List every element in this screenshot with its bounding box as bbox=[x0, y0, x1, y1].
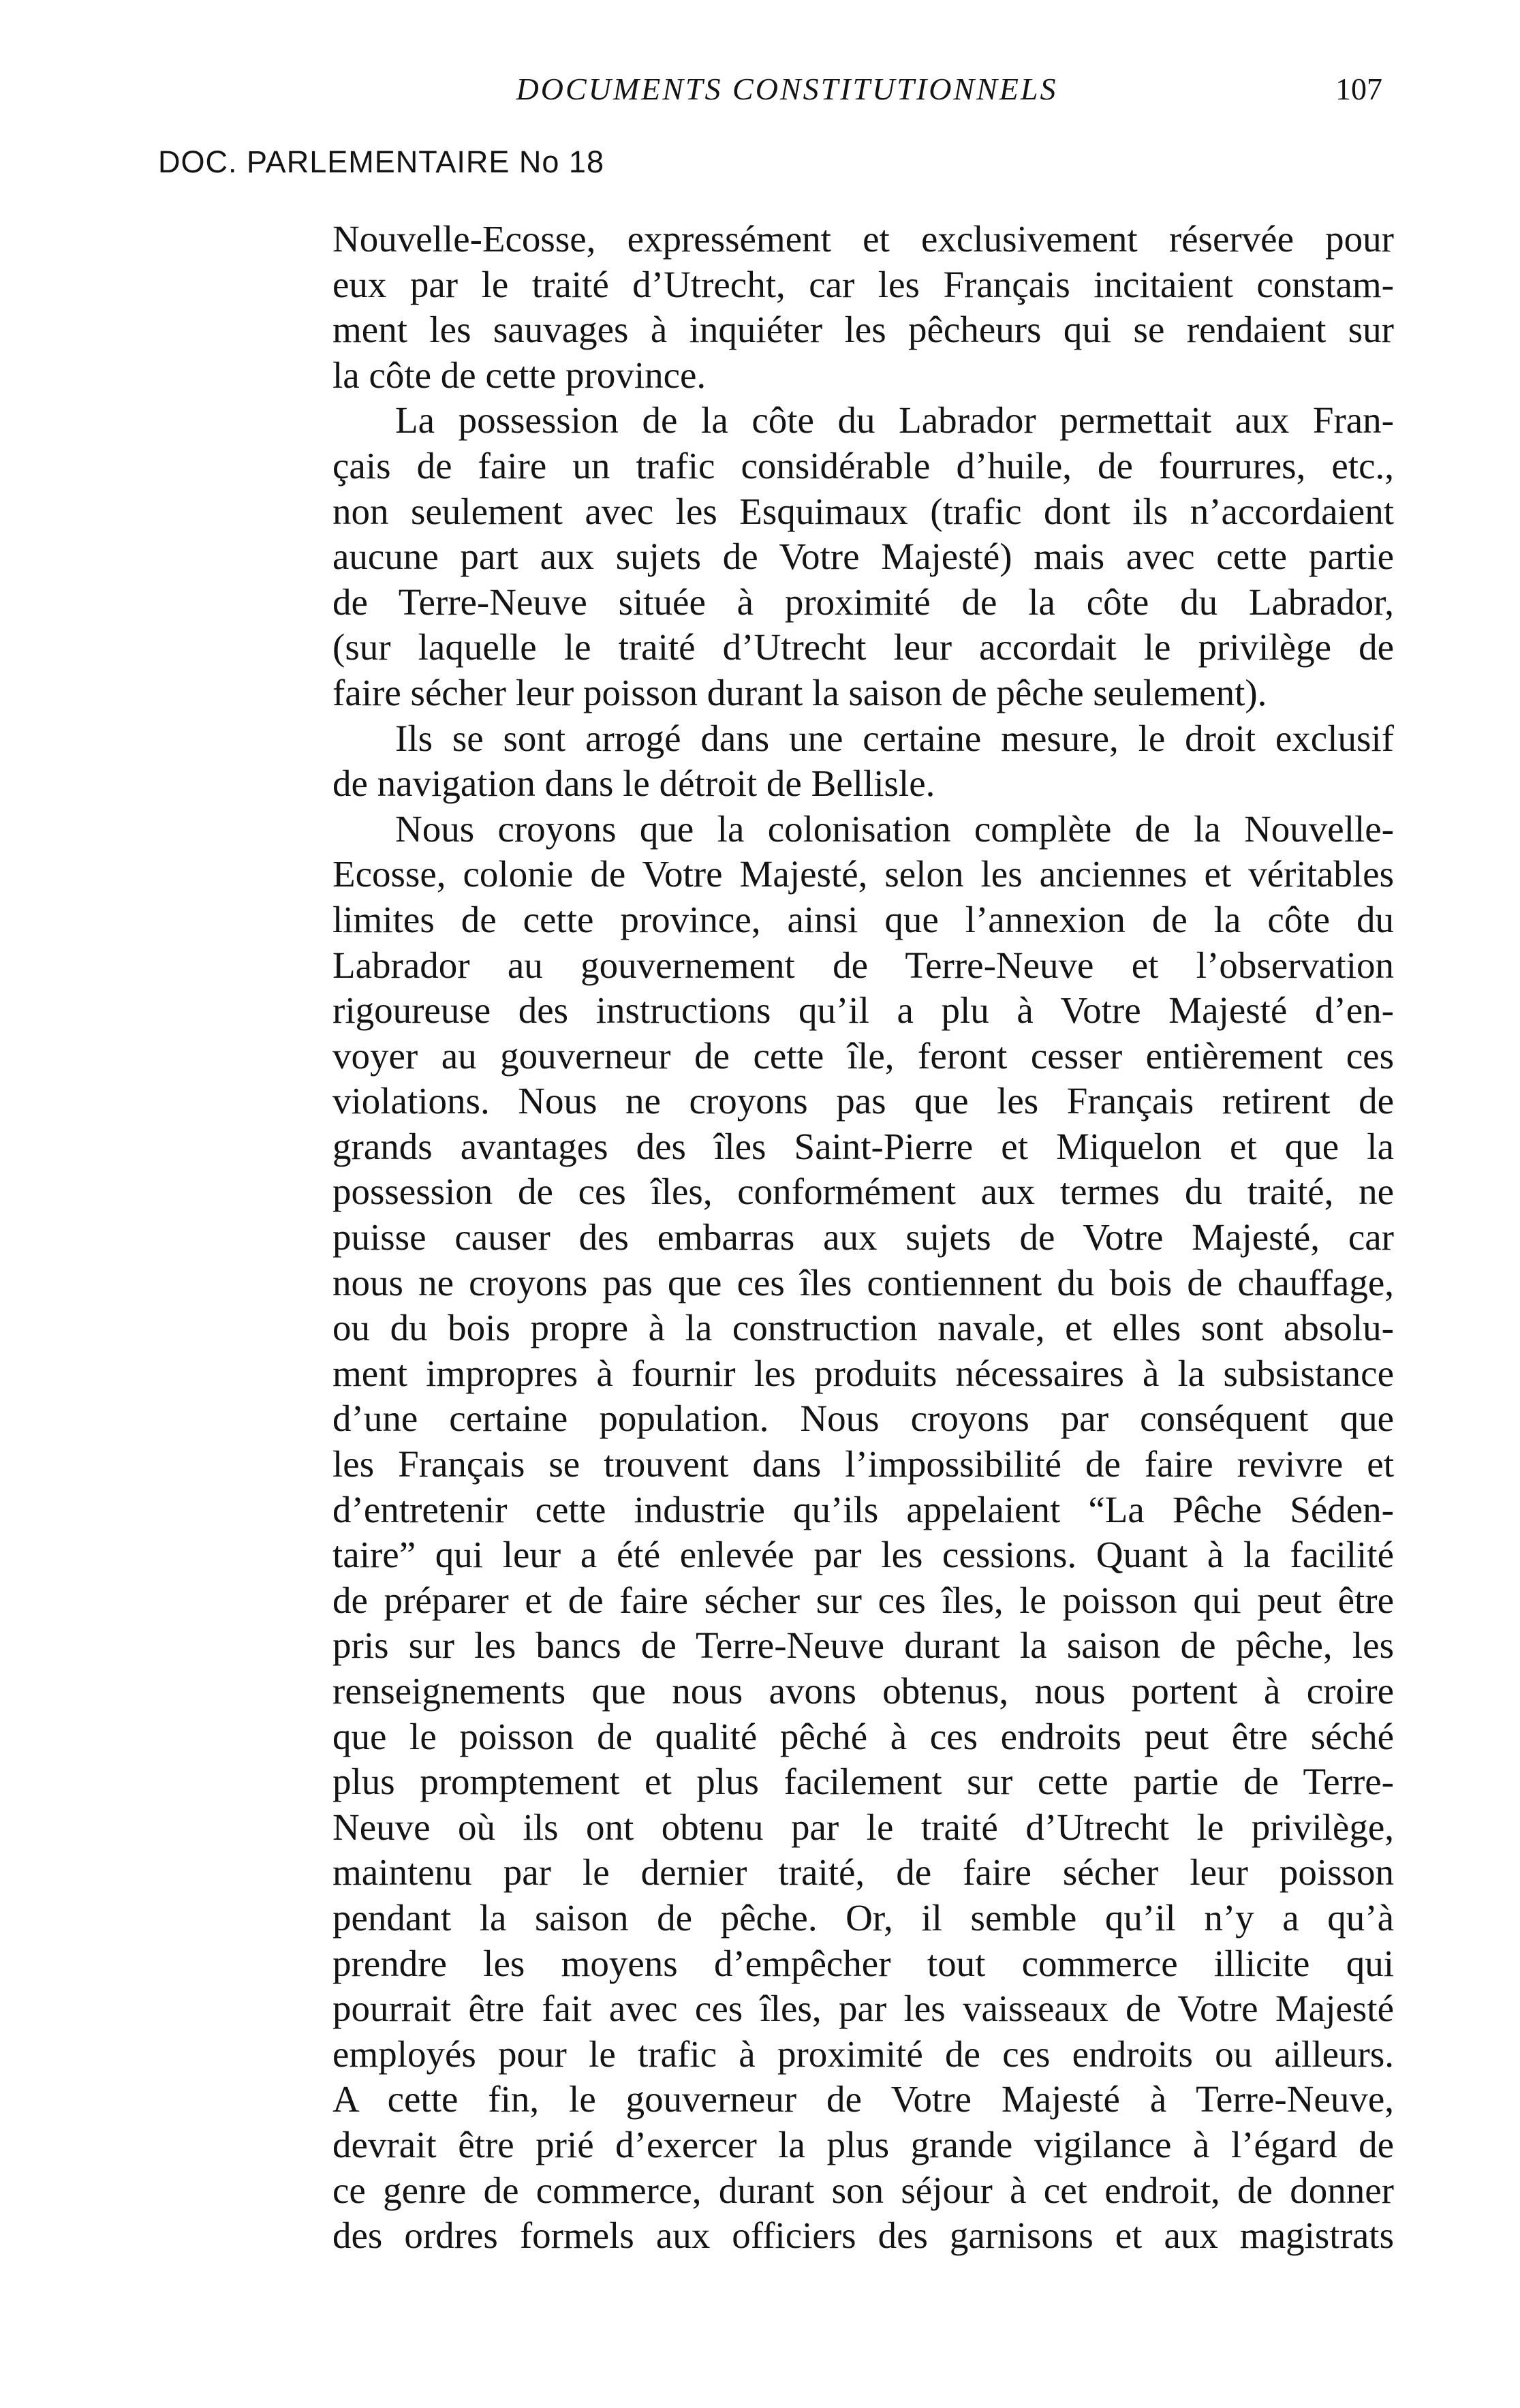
text-line: voyer au gouverneur de cette île, feront cesser entièrement ces bbox=[332, 1034, 1394, 1077]
text-line: grands avantages des îles Saint-Pierre et Miquelon et que la bbox=[332, 1125, 1394, 1167]
page-number: 107 bbox=[1335, 72, 1382, 106]
text-line: nous ne croyons pas que ces îles contiennent du bois de chauffage, bbox=[332, 1261, 1394, 1303]
text-line: de Terre-Neuve située à proximité de la côte du Labrador, bbox=[332, 581, 1394, 623]
text-line: (sur laquelle le traité d’Utrecht leur accordait le privilège de bbox=[332, 626, 1394, 668]
text-line: des ordres formels aux officiers des garnisons et aux magistrats bbox=[332, 2214, 1394, 2257]
text-line: Ils se sont arrogé dans une certaine mesure, le droit exclusif bbox=[395, 717, 1394, 759]
text-line: devrait être prié d’exercer la plus grande vigilance à l’égard de bbox=[332, 2123, 1394, 2165]
text-line: aucune part aux sujets de Votre Majesté) mais avec cette partie bbox=[332, 536, 1394, 578]
text-line: rigoureuse des instructions qu’il a plu à Votre Majesté d’en- bbox=[332, 989, 1394, 1032]
text-line: Nouvelle-Ecosse, expressément et exclusivement réservée pour bbox=[332, 218, 1394, 260]
text-line: de navigation dans le détroit de Bellisle. bbox=[332, 762, 935, 805]
text-line: employés pour le trafic à proximité de ces endroits ou ailleurs. bbox=[332, 2033, 1394, 2075]
text-line: d’entretenir cette industrie qu’ils appelaient “La Pêche Séden- bbox=[332, 1488, 1394, 1530]
body-text bbox=[332, 217, 1394, 2259]
text-line: pris sur les bancs de Terre-Neuve durant la saison de pêche, les bbox=[332, 1624, 1394, 1667]
text-line: non seulement avec les Esquimaux (trafic dont ils n’accordaient bbox=[332, 490, 1394, 532]
text-line: prendre les moyens d’empêcher tout commerce illicite qui bbox=[332, 1942, 1394, 1984]
text-line: d’une certaine population. Nous croyons par conséquent que bbox=[332, 1398, 1394, 1440]
running-title: DOCUMENTS CONSTITUTIONNELS bbox=[516, 72, 1058, 106]
text-line: faire sécher leur poisson durant la saison de pêche seulement). bbox=[332, 671, 1267, 713]
text-line: la côte de cette province. bbox=[332, 354, 707, 396]
text-line: A cette fin, le gouverneur de Votre Majesté à Terre-Neuve, bbox=[332, 2078, 1394, 2120]
text-line: ment impropres à fournir les produits nécessaires à la subsistance bbox=[332, 1352, 1394, 1394]
text-line: ment les sauvages à inquiéter les pêcheurs qui se rendaient sur bbox=[332, 309, 1394, 351]
text-line: taire” qui leur a été enlevée par les cessions. Quant à la facilité bbox=[332, 1534, 1394, 1576]
text-line: renseignements que nous avons obtenus, nous portent à croire bbox=[332, 1670, 1394, 1712]
document-reference: DOC. PARLEMENTAIRE No 18 bbox=[158, 144, 604, 179]
text-line: Labrador au gouvernement de Terre-Neuve et l’observation bbox=[332, 944, 1394, 986]
text-line: plus promptement et plus facilement sur cette partie de Terre- bbox=[332, 1761, 1394, 1803]
text-line: Neuve où ils ont obtenu par le traité d’Utrecht le privilège, bbox=[332, 1806, 1394, 1848]
text-line: puisse causer des embarras aux sujets de Votre Majesté, car bbox=[332, 1216, 1394, 1259]
text-line: pourrait être fait avec ces îles, par les vaisseaux de Votre Majesté bbox=[332, 1988, 1394, 2030]
text-line: violations. Nous ne croyons pas que les Français retirent de bbox=[332, 1080, 1394, 1122]
text-line: possession de ces îles, conformément aux termes du traité, ne bbox=[332, 1171, 1394, 1213]
text-line: limites de cette province, ainsi que l’annexion de la côte du bbox=[332, 898, 1394, 940]
text-line: les Français se trouvent dans l’impossibilité de faire revivre et bbox=[332, 1443, 1394, 1485]
text-line: de préparer et de faire sécher sur ces îles, le poisson qui peut être bbox=[332, 1579, 1394, 1621]
text-line: Nous croyons que la colonisation complète de la Nouvelle- bbox=[395, 807, 1394, 850]
text-line: ce genre de commerce, durant son séjour à cet endroit, de donner bbox=[332, 2169, 1394, 2211]
text-line: maintenu par le dernier traité, de faire sécher leur poisson bbox=[332, 1851, 1394, 1894]
text-line: ou du bois propre à la construction navale, et elles sont absolu- bbox=[332, 1307, 1394, 1349]
text-line: que le poisson de qualité pêché à ces endroits peut être séché bbox=[332, 1715, 1394, 1757]
text-line: pendant la saison de pêche. Or, il semble qu’il n’y a qu’à bbox=[332, 1896, 1394, 1939]
text-line: La possession de la côte du Labrador permettait aux Fran- bbox=[395, 399, 1394, 442]
text-line: eux par le traité d’Utrecht, car les Français incitaient constam- bbox=[332, 263, 1394, 305]
text-line: çais de faire un trafic considérable d’huile, de fourrures, etc., bbox=[332, 444, 1394, 487]
text-line: Ecosse, colonie de Votre Majesté, selon les anciennes et véritables bbox=[332, 853, 1394, 895]
